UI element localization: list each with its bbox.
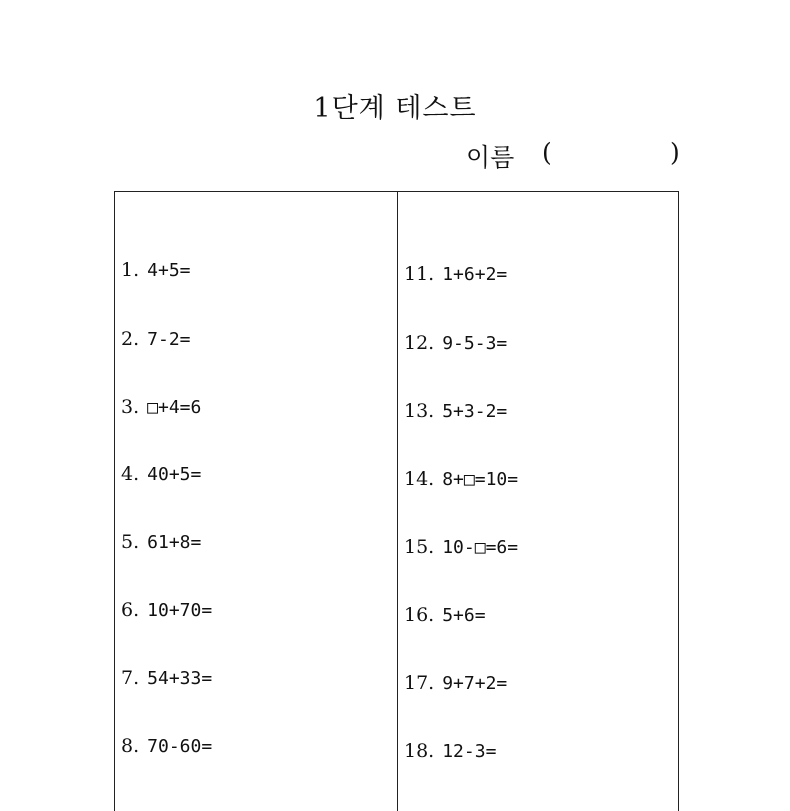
problem-number: 2. [121,328,140,350]
problem-number: 12. [404,332,435,354]
problem-number: 16. [404,604,435,626]
name-close-paren: ) [670,138,680,167]
problem-expression: 12-3= [442,741,497,762]
problem-number: 4. [121,463,140,485]
problem-item [121,259,191,281]
page-title: 1단계 테스트 [313,93,477,124]
problem-item [404,672,507,694]
problem-number: 18. [404,740,435,762]
problem-number: 15. [404,536,435,558]
problem-number: 7. [121,667,140,689]
problem-number: 17. [404,672,435,694]
problem-number: 5. [121,531,140,553]
problem-number: 8. [121,735,140,757]
problem-expression: 61+8= [147,532,202,553]
problem-item [121,531,201,553]
name-open-paren: ( [542,138,552,167]
problem-expression: 1+6+2= [442,264,508,285]
problem-item [121,599,212,621]
problem-item [121,396,201,418]
problem-expression: 54+33= [147,668,213,689]
problem-expression: 5+6= [442,605,486,626]
problem-expression: 4+5= [147,260,191,281]
problem-item [404,468,518,490]
problem-number: 11. [404,263,435,285]
problem-item [404,400,507,422]
problem-expression: 9-5-3= [442,333,508,354]
problem-item [404,604,486,626]
problem-expression: 40+5= [147,464,202,485]
problem-item [121,735,212,757]
problem-expression: 9+7+2= [442,673,508,694]
problem-item [404,263,507,285]
problem-expression: 8+□=10= [442,469,519,490]
name-label: 이름 [466,143,515,172]
problem-item [121,328,191,350]
problem-number: 13. [404,400,435,422]
problem-expression: 10+70= [147,600,213,621]
problem-item [121,463,201,485]
problem-table [114,191,679,811]
problem-number: 3. [121,396,140,418]
problem-number: 14. [404,468,435,490]
column-divider [397,192,398,811]
problem-item [404,332,507,354]
problem-expression: 10-□=6= [442,537,519,558]
problem-item [121,667,212,689]
problem-expression: □+4=6 [147,397,202,418]
problem-number: 6. [121,599,140,621]
problem-expression: 5+3-2= [442,401,508,422]
name-field [466,138,696,178]
problem-expression: 70-60= [147,736,213,757]
problem-expression: 7-2= [147,329,191,350]
problem-item [404,740,496,762]
problem-item [404,536,518,558]
problem-number: 1. [121,259,140,281]
